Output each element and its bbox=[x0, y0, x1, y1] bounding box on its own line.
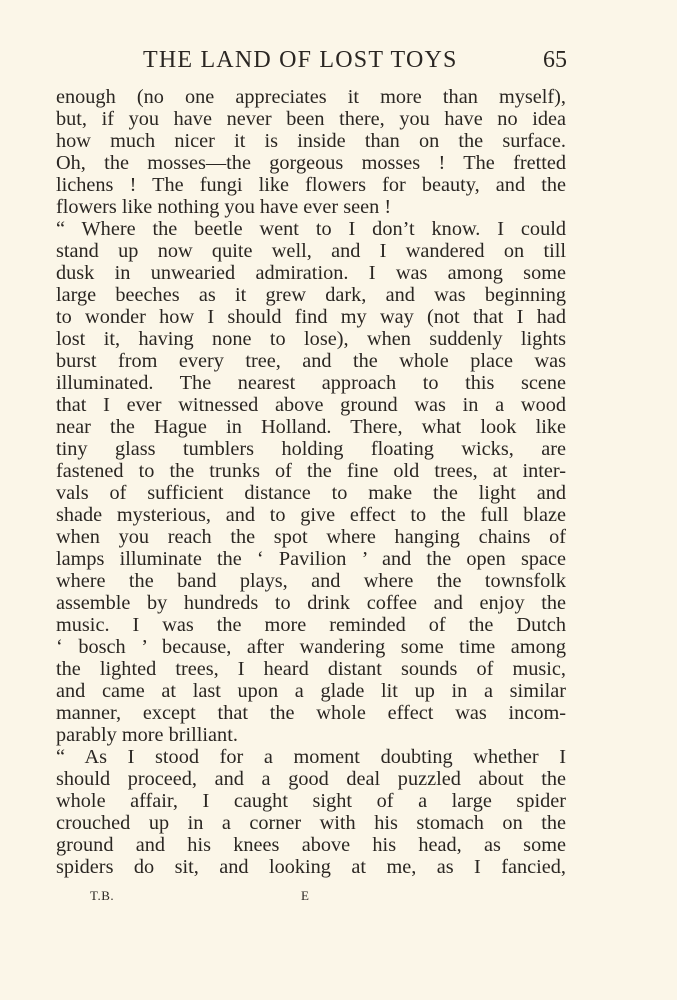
text-line: but, if you have never been there, you have no idea bbox=[56, 108, 566, 130]
text-line: the lighted trees, I heard distant sounds of music, bbox=[56, 658, 566, 680]
text-line: lost it, having none to lose), when suddenly lights bbox=[56, 328, 566, 350]
text-line: illuminated. The nearest approach to this scene bbox=[56, 372, 566, 394]
text-line: lichens ! The fungi like flowers for beauty, and the bbox=[56, 174, 566, 196]
text-line: parably more brilliant. bbox=[56, 724, 238, 746]
text-line: spiders do sit, and looking at me, as I fancied, bbox=[56, 856, 566, 878]
text-line: dusk in unwearied admiration. I was among some bbox=[56, 262, 566, 284]
text-line: where the band plays, and where the townsfolk bbox=[56, 570, 566, 592]
text-line: whole affair, I caught sight of a large spider bbox=[56, 790, 566, 812]
body-text bbox=[56, 86, 566, 878]
text-line: tiny glass tumblers holding floating wicks, are bbox=[56, 438, 566, 460]
text-line: burst from every tree, and the whole place was bbox=[56, 350, 566, 372]
text-line: “ Where the beetle went to I don’t know. I could bbox=[56, 218, 566, 240]
page-footer bbox=[0, 888, 677, 908]
running-header bbox=[0, 44, 677, 76]
text-line: “ As I stood for a moment doubting whether I bbox=[56, 746, 566, 768]
running-title: THE LAND OF LOST TOYS bbox=[143, 47, 458, 73]
text-line: Oh, the mosses—the gorgeous mosses ! The fretted bbox=[56, 152, 566, 174]
text-line: to wonder how I should find my way (not that I had bbox=[56, 306, 566, 328]
sheet-mark: E bbox=[301, 888, 310, 903]
text-line: enough (no one appreciates it more than myself), bbox=[56, 86, 566, 108]
text-line: fastened to the trunks of the fine old trees, at inter- bbox=[56, 460, 566, 482]
text-line: shade mysterious, and to give effect to the full blaze bbox=[56, 504, 566, 526]
text-line: assemble by hundreds to drink coffee and enjoy the bbox=[56, 592, 566, 614]
text-line: ‘ bosch ’ because, after wandering some time among bbox=[56, 636, 566, 658]
text-line: flowers like nothing you have ever seen ! bbox=[56, 196, 392, 218]
text-line: crouched up in a corner with his stomach on the bbox=[56, 812, 566, 834]
text-line: near the Hague in Holland. There, what look like bbox=[56, 416, 566, 438]
text-line: ground and his knees above his head, as some bbox=[56, 834, 566, 856]
text-line: stand up now quite well, and I wandered on till bbox=[56, 240, 566, 262]
text-line: that I ever witnessed above ground was in a wood bbox=[56, 394, 566, 416]
text-line: when you reach the spot where hanging chains of bbox=[56, 526, 566, 548]
text-line: how much nicer it is inside than on the surface. bbox=[56, 130, 566, 152]
text-line: music. I was the more reminded of the Dutch bbox=[56, 614, 566, 636]
text-line: manner, except that the whole effect was incom- bbox=[56, 702, 566, 724]
text-line: should proceed, and a good deal puzzled about the bbox=[56, 768, 566, 790]
printer-signature: T.B. bbox=[90, 888, 115, 903]
page-number: 65 bbox=[543, 47, 567, 73]
text-line: vals of sufficient distance to make the light and bbox=[56, 482, 566, 504]
text-line: and came at last upon a glade lit up in a similar bbox=[56, 680, 566, 702]
text-line: lamps illuminate the ‘ Pavilion ’ and the open space bbox=[56, 548, 566, 570]
text-line: large beeches as it grew dark, and was beginning bbox=[56, 284, 566, 306]
